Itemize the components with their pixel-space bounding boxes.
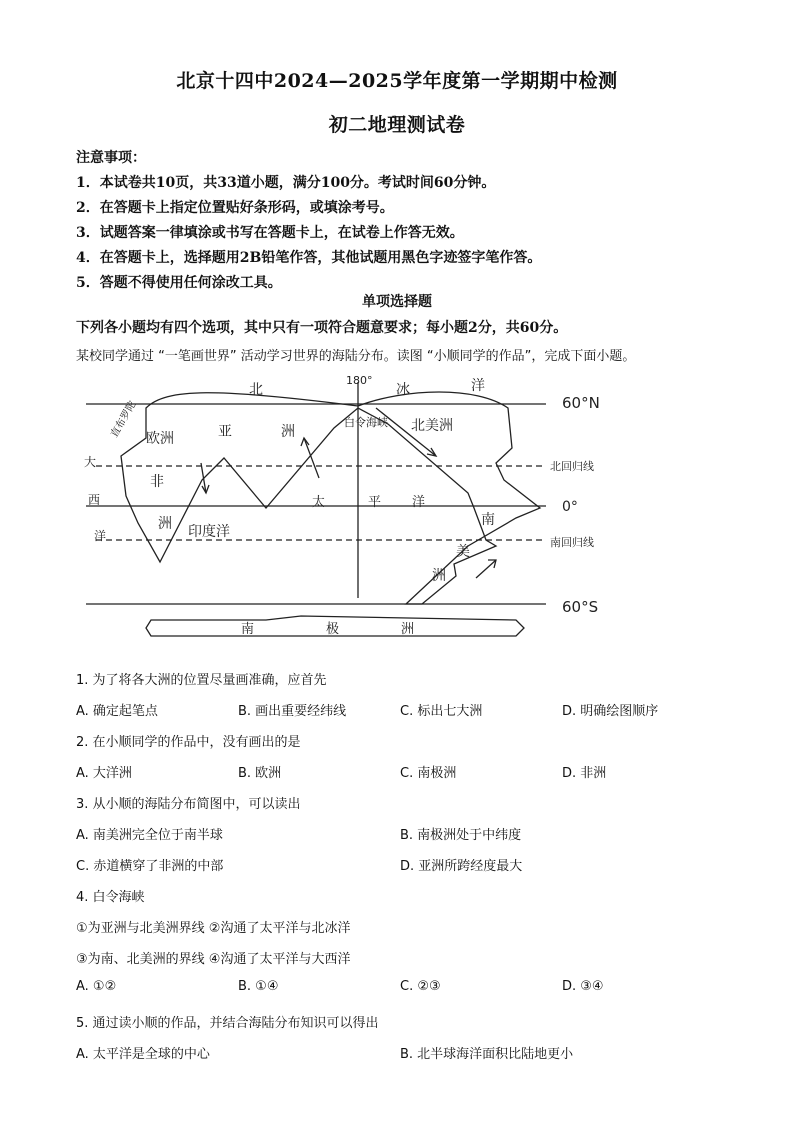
label-africa-fei: 非 [150,474,164,490]
label-60s: 60°S [562,598,599,616]
exam-subtitle: 初二地理测试卷 [328,114,466,136]
label-pacific-tai: 太 [312,495,326,510]
label-arctic-bing: 冰 [396,382,410,398]
label-ant-zhou: 洲 [401,622,415,637]
label-atlantic-da: 大 [84,455,97,469]
label-sa-mei: 美 [456,544,470,560]
note-item: 3．试题答案一律填涂或书写在答题卡上，在试卷上作答无效。 [76,225,464,241]
arrow-line [304,438,319,478]
label-asia-ya: 亚 [218,424,232,440]
label-tropic-n: 北回归线 [550,460,594,473]
exam-title: 北京十四中2024—2025学年度第一学期期中检测 [176,70,618,92]
q5-option-a[interactable]: A. 太平洋是全球的中心 [76,1047,210,1062]
q4-option-d[interactable]: D. ③④ [562,979,604,994]
label-sa-zhou: 洲 [432,568,446,584]
world-sketch-map [76,368,636,648]
q4-option-b[interactable]: B. ①④ [238,979,279,994]
q4-option-c[interactable]: C. ②③ [400,979,441,994]
notes-block [76,146,541,296]
q4-statement-line: ①为亚洲与北美洲界线 ②沟通了太平洋与北冰洋 [76,921,351,936]
label-europe: 欧洲 [146,431,174,447]
question-5-stem: 5. 通过读小顺的作品，并结合海陆分布知识可以得出 [76,1016,379,1031]
question-2-stem: 2. 在小顺同学的作品中，没有画出的是 [76,735,301,750]
label-africa-zhou: 洲 [158,516,172,532]
label-bering: 白令海峡 [344,416,388,429]
label-ant-ji: 极 [326,622,340,637]
q3-option-d[interactable]: D. 亚洲所跨经度最大 [400,859,523,874]
section-instruction: 下列各小题均有四个选项，其中只有一项符合题意要求；每小题2分，共60分。 [76,320,568,336]
q4-statement-line: ③为南、北美洲的界线 ④沟通了太平洋与大西洋 [76,952,351,967]
label-lon180: 180° [346,374,373,387]
q2-option-b[interactable]: B. 欧洲 [238,766,282,781]
q3-option-c[interactable]: C. 赤道横穿了非洲的中部 [76,859,224,874]
label-indian-ocean: 印度洋 [188,524,230,540]
q2-option-c[interactable]: C. 南极洲 [400,766,457,781]
q2-option-d[interactable]: D. 非洲 [562,766,607,781]
notes-heading: 注意事项： [76,150,146,166]
label-60n: 60°N [562,394,600,412]
section-intro: 某校同学通过 “一笔画世界” 活动学习世界的海陆分布。读图 “小顺同学的作品”，完成下面小题。 [76,349,636,364]
label-equator: 0° [562,499,578,515]
label-pacific-yang: 洋 [412,495,426,510]
question-3-stem: 3. 从小顺的海陆分布简图中，可以读出 [76,797,301,812]
label-ant-nan: 南 [241,622,255,637]
q1-option-a[interactable]: A. 确定起笔点 [76,704,158,719]
label-arctic-yang: 洋 [471,378,485,394]
q2-option-a[interactable]: A. 大洋洲 [76,766,132,781]
label-atlantic-yang: 洋 [94,529,107,543]
label-north-america: 北美洲 [411,418,453,434]
label-arctic-bei: 北 [249,382,263,398]
q3-option-b[interactable]: B. 南极洲处于中纬度 [400,828,522,843]
label-asia-zhou: 洲 [281,424,295,440]
arrow-line [476,560,496,578]
q1-option-d[interactable]: D. 明确绘图顺序 [562,704,659,719]
q5-option-b[interactable]: B. 北半球海洋面积比陆地更小 [400,1047,574,1062]
question-1-stem: 1. 为了将各大洲的位置尽量画准确，应首先 [76,673,327,688]
note-item: 2．在答题卡上指定位置贴好条形码，或填涂考号。 [76,200,394,216]
label-atlantic-xi: 西 [88,493,101,507]
note-item: 4．在答题卡上，选择题用2B铅笔作答，其他试题用黑色字迹签字笔作答。 [76,250,542,266]
q1-option-b[interactable]: B. 画出重要经纬线 [238,704,347,719]
label-gibraltar: 直布罗陀 [109,399,139,440]
label-sa-nan: 南 [481,512,495,528]
note-item: 5．答题不得使用任何涂改工具。 [76,275,282,291]
continent-outline [121,392,540,604]
note-item: 1．本试卷共10页，共33道小题，满分100分。考试时间60分钟。 [76,175,496,191]
label-pacific-ping: 平 [368,495,382,510]
q1-option-c[interactable]: C. 标出七大洲 [400,704,483,719]
section-title: 单项选择题 [362,294,432,310]
question-4-stem: 4. 白令海峡 [76,890,145,905]
q3-option-a[interactable]: A. 南美洲完全位于南半球 [76,828,223,843]
label-tropic-s: 南回归线 [550,536,594,549]
q4-option-a[interactable]: A. ①② [76,979,117,994]
